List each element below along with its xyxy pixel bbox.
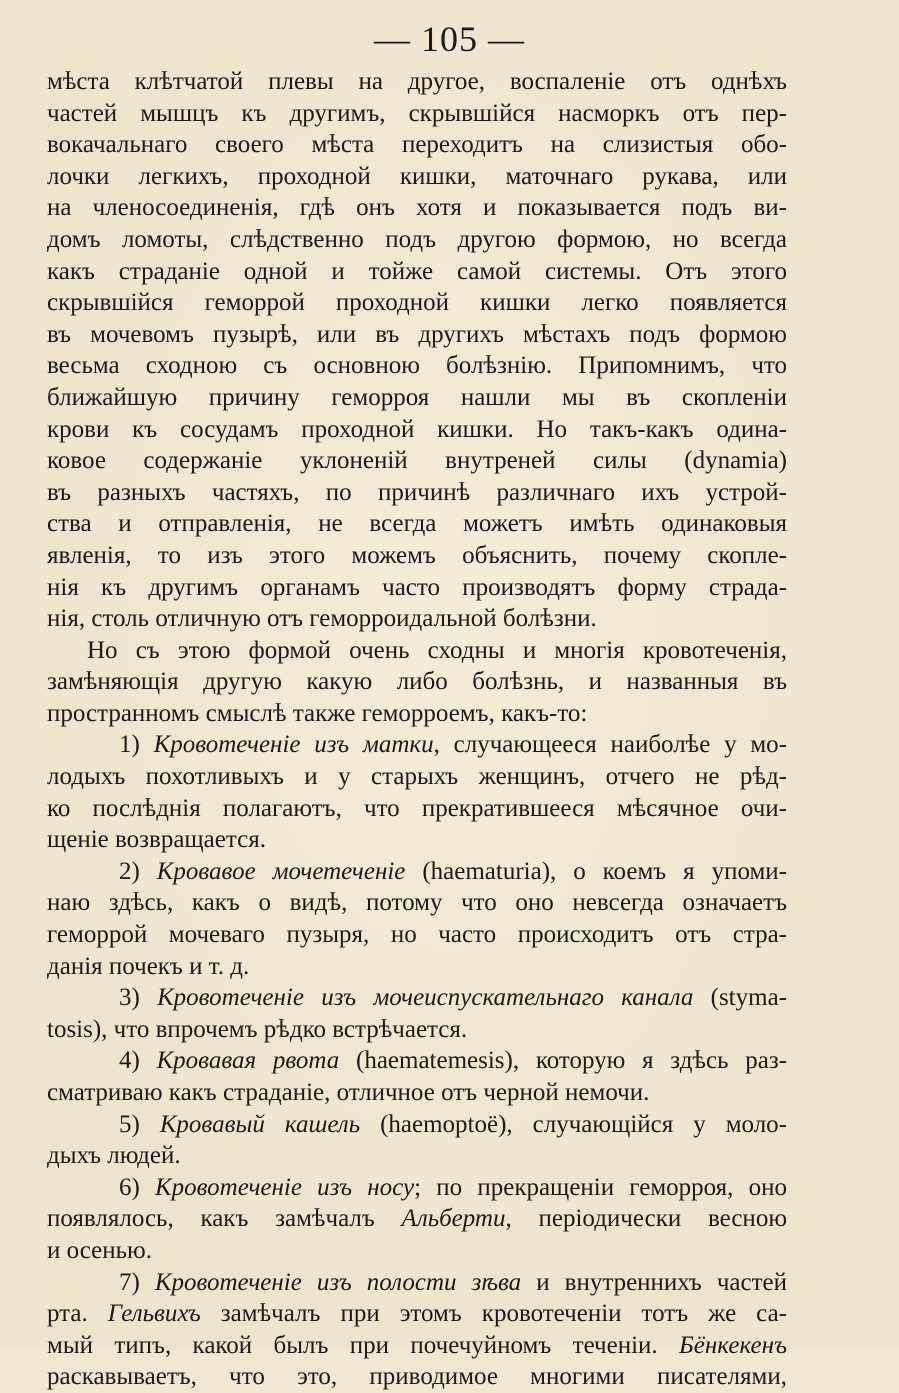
text-line <box>47 666 787 698</box>
text-run: 5) <box>119 1110 160 1138</box>
text-run: 6) <box>119 1173 156 1201</box>
text-line <box>47 382 787 414</box>
text-line <box>47 192 787 224</box>
text-line <box>47 256 787 288</box>
text-run: въ разныхъ частяхъ, по причинѣ различнаго ихъ устрой- <box>47 478 787 506</box>
text-line <box>47 445 787 477</box>
text-line <box>47 508 787 540</box>
text-run: и внутреннихъ частей <box>521 1268 787 1296</box>
text-line <box>47 1267 787 1299</box>
italic-term: Кровотеченіе изъ носу <box>155 1173 415 1201</box>
text-run: замѣняющія другую какую либо болѣзнь, и названныя въ <box>47 668 787 696</box>
text-run: Но съ этою формой очень сходны и многія кровотеченія, <box>87 636 787 664</box>
text-line <box>47 319 787 351</box>
italic-term: Кровавое мочетеченіе <box>156 857 406 885</box>
text-run: tosis), что впрочемъ рѣдко встрѣчается. <box>47 1015 468 1043</box>
italic-term: Кровавый кашель <box>159 1110 361 1138</box>
text-run: 4) <box>119 1047 157 1075</box>
text-line <box>47 982 787 1014</box>
text-line <box>47 1298 787 1330</box>
italic-term: Кровавая рвота <box>156 1047 340 1075</box>
text-run: нія къ другимъ органамъ часто производятъ форму страда- <box>47 573 787 601</box>
text-line <box>47 603 787 635</box>
text-run: 1) <box>119 731 154 759</box>
text-line <box>47 824 787 856</box>
text-line <box>47 887 787 919</box>
text-line <box>47 1235 787 1267</box>
text-line <box>47 66 787 98</box>
text-run: пространномъ смыслѣ также геморроемъ, какъ-то: <box>47 699 588 727</box>
text-run: рта. <box>47 1300 108 1328</box>
text-line <box>47 1172 787 1204</box>
text-run: дыхъ людей. <box>47 1142 181 1170</box>
text-line <box>47 540 787 572</box>
text-line <box>47 951 787 983</box>
text-line <box>47 729 787 761</box>
text-run: явленія, то изъ этого можемъ объяснить, почему скопле- <box>47 541 787 569</box>
text-line <box>47 856 787 888</box>
text-line <box>47 1361 787 1393</box>
text-line <box>47 1109 787 1141</box>
page-number: — 105 — <box>374 19 525 59</box>
text-run: геморрой мочеваго пузыря, но часто происходитъ отъ стра- <box>47 921 787 949</box>
text-run: и осенью. <box>47 1236 152 1264</box>
text-run: замѣчалъ при этомъ кровотеченіи тотъ же са- <box>200 1300 787 1328</box>
italic-term: Кровотеченіе изъ полости зѣва <box>154 1268 522 1296</box>
text-line <box>47 1330 787 1362</box>
text-line <box>47 1203 787 1235</box>
text-run: домъ ломоты, слѣдственно подъ другою формою, но всегда <box>47 225 787 253</box>
text-run: частей мышцъ къ другимъ, скрывшійся насморкъ отъ пер- <box>47 99 787 127</box>
text-line <box>47 129 787 161</box>
text-run: появлялось, какъ замѣчалъ <box>47 1205 402 1233</box>
text-run: , періодически весною <box>505 1205 787 1233</box>
text-run: (stymа- <box>693 984 787 1012</box>
italic-term: Кровотеченіе изъ матки <box>153 731 434 759</box>
text-run: ; по прекращеніи геморроя, оно <box>414 1173 787 1201</box>
text-run: въ мочевомъ пузырѣ, или въ другихъ мѣстахъ подъ формою <box>47 320 787 348</box>
text-run: (haematemesis), которую я здѣсь раз- <box>339 1047 787 1075</box>
text-run: весьма сходною съ основною болѣзнію. Припомнимъ, что <box>47 352 787 380</box>
text-line <box>47 698 787 730</box>
text-run: ко послѣднія полагаютъ, что прекратившееся мѣсячное очи- <box>47 794 787 822</box>
text-run: лодыхъ похотливыхъ и у старыхъ женщинъ, отчего не рѣд- <box>47 763 787 791</box>
text-run: (haemoptoë), случающійся у моло- <box>360 1110 787 1138</box>
text-run: на членосоединенія, гдѣ онъ хотя и показывается подъ ви- <box>47 194 787 222</box>
text-run: раскавываетъ, что это, приводимое многими писателями, <box>47 1363 787 1391</box>
text-run: какъ страданіе одной и тойже самой системы. Отъ этого <box>47 257 787 285</box>
italic-term: Бёнкекенъ <box>679 1331 787 1359</box>
text-line <box>47 635 787 667</box>
text-run: скрывшійся геморрой проходной кишки легко появляется <box>47 289 787 317</box>
text-run: ства и отправленія, не всегда можетъ имѣть одинаковыя <box>47 510 787 538</box>
text-line <box>47 1077 787 1109</box>
text-run: , случающееся наиболѣе у мо- <box>433 731 787 759</box>
text-run: нія, столь отличную отъ геморроидальной болѣзни. <box>47 605 597 633</box>
text-run: (haematuria), о коемъ я упоми- <box>405 857 787 885</box>
italic-term: Альберти <box>401 1205 506 1233</box>
text-run: 3) <box>119 984 158 1012</box>
text-run: мый типъ, какой былъ при почечуйномъ теченіи. <box>47 1331 680 1359</box>
text-run: вокачальнаго своего мѣста переходитъ на слизистыя обо- <box>47 131 787 159</box>
text-line <box>47 1014 787 1046</box>
text-line <box>47 919 787 951</box>
text-run: 2) <box>119 857 157 885</box>
text-run: крови къ сосудамъ проходной кишки. Но такъ-какъ одина- <box>47 415 787 443</box>
text-run: наю здѣсь, какъ о видѣ, потому что оно невсегда означаетъ <box>47 889 787 917</box>
text-line <box>47 793 787 825</box>
text-run: ковое содержаніе уклоненій внутреней силы (dynamia) <box>47 447 787 475</box>
text-run: ближайшую причину геморроя нашли мы въ скопленіи <box>47 383 787 411</box>
text-run: данія почекъ и т. д. <box>47 952 250 980</box>
text-run: сматриваю какъ страданіе, отличное отъ черной немочи. <box>47 1079 650 1106</box>
text-line <box>47 1045 787 1077</box>
text-run: 7) <box>119 1268 155 1296</box>
page-text <box>47 66 787 1393</box>
text-run: мѣста клѣтчатой плевы на другое, воспаленіе отъ однѣхъ <box>47 68 787 95</box>
text-line <box>47 350 787 382</box>
text-line <box>47 477 787 509</box>
text-line <box>47 224 787 256</box>
text-line <box>47 761 787 793</box>
text-line <box>47 572 787 604</box>
text-line <box>47 1140 787 1172</box>
text-run: лочки легкихъ, проходной кишки, маточнаго рукава, или <box>47 162 787 190</box>
italic-term: Гельвихъ <box>107 1300 201 1328</box>
italic-term: Кровотеченіе изъ мочеиспускательнаго канала <box>157 984 694 1012</box>
text-line <box>47 98 787 130</box>
text-line <box>47 161 787 193</box>
text-line <box>47 414 787 446</box>
text-line <box>47 287 787 319</box>
text-run: щеніе возвращается. <box>47 826 266 854</box>
